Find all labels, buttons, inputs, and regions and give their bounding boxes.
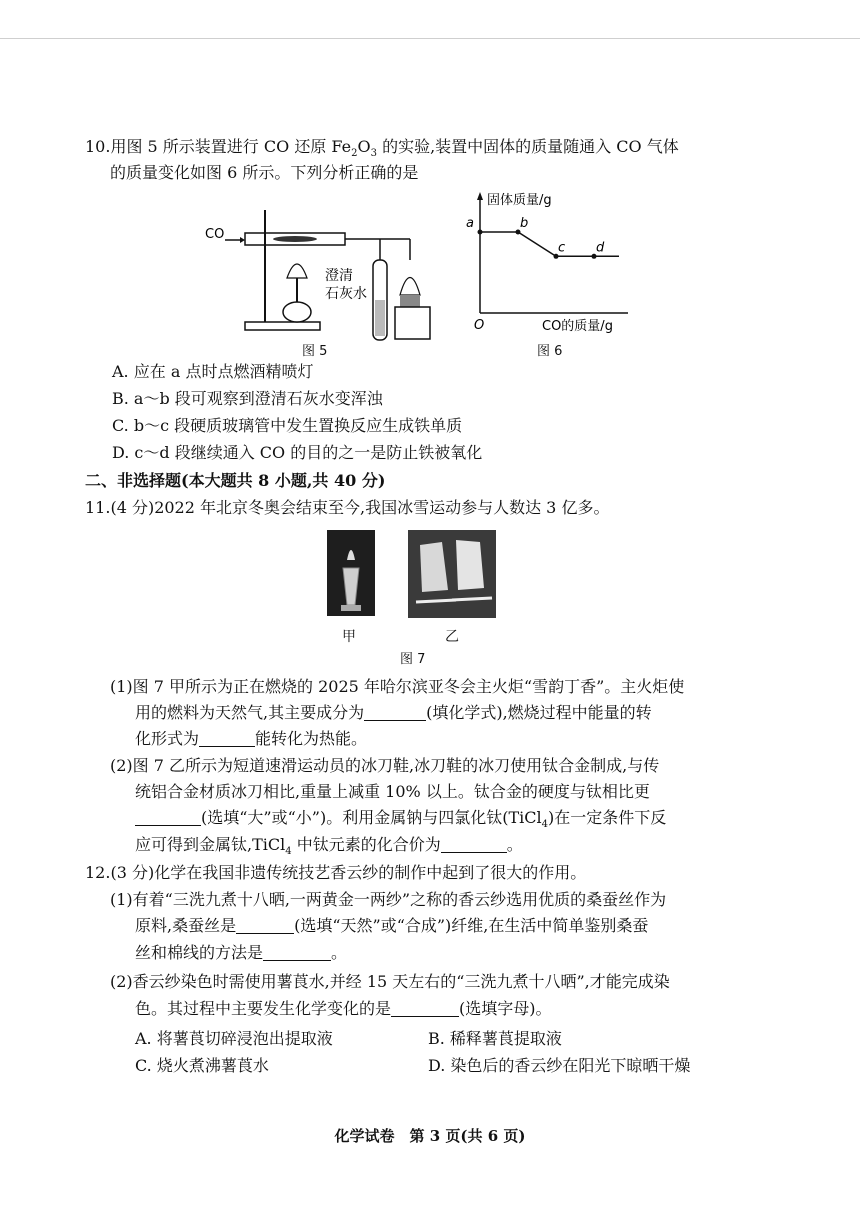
data-points <box>466 216 605 259</box>
origin-label: O <box>474 318 485 333</box>
q12-p1-text-d: 。 <box>331 943 348 962</box>
q11-part1-line2 <box>135 703 652 723</box>
page-footer: 化学试卷 第 3 页(共 6 页) <box>334 1127 526 1145</box>
point-label-c: c <box>558 240 566 256</box>
limewater-label-2: 石灰水 <box>325 286 367 302</box>
q11-p1-text-c: 化形式为 <box>135 729 200 748</box>
q11-p2-text-e: 。 <box>506 835 523 854</box>
q10-stem-line2: 的质量变化如图 6 所示。下列分析正确的是 <box>110 163 419 182</box>
q11-part2-line2: 统铝合金材质冰刀相比,重量上减重 10% 以上。钛合金的硬度与钛相比更 <box>135 782 650 801</box>
lamp-stand <box>395 307 430 339</box>
q11-part2-line1: (2)图 7 乙所示为短道速滑运动员的冰刀鞋,冰刀鞋的冰刀使用钛合金制成,与传 <box>110 756 660 775</box>
co-label: CO <box>205 227 225 242</box>
q11-blank-energy[interactable] <box>199 730 255 747</box>
iron-stand-base <box>245 322 320 330</box>
q11-p2-sub-4b: 4 <box>285 846 292 858</box>
q11-part2-line4 <box>135 835 523 862</box>
photo-torch <box>327 530 375 616</box>
torch-illustration <box>327 530 375 616</box>
q12-stem: 12.(3 分)化学在我国非遗传统技艺香云纱的制作中起到了很大的作用。 <box>85 863 587 882</box>
q10-option-a: A. 应在 a 点时点燃酒精喷灯 <box>112 362 314 381</box>
q11-part1-line3 <box>135 729 367 749</box>
q12-p2-text-b: (选填字母)。 <box>459 999 552 1018</box>
q11-part2-line3 <box>135 808 666 835</box>
figure-5-caption: 图 5 <box>302 344 328 359</box>
q11-p2-text-b: )在一定条件下反 <box>547 808 667 827</box>
q10-sub-2: 2 <box>351 148 358 160</box>
q10-option-c: C. b～c 段硬质玻璃管中发生置换反应生成铁单质 <box>112 416 463 435</box>
limewater-label-1: 澄清 <box>325 268 353 284</box>
q12-p1-text-c: 丝和棉线的方法是 <box>135 943 264 962</box>
q12-option-b: B. 稀释薯莨提取液 <box>428 1029 562 1048</box>
section-2-heading: 二、非选择题(本大题共 8 小题,共 40 分) <box>85 471 386 490</box>
q12-blank-method[interactable] <box>263 944 331 961</box>
q12-blank-fiber[interactable] <box>236 917 294 934</box>
q11-p1-text-a: 用的燃料为天然气,其主要成分为 <box>135 703 365 722</box>
data-point-a <box>478 230 483 235</box>
q10-option-d: D. c～d 段继续通入 CO 的目的之一是防止铁被氧化 <box>112 443 483 462</box>
q12-option-d: D. 染色后的香云纱在阳光下晾晒干燥 <box>428 1056 691 1075</box>
q10-stem-part-a: 10.用图 5 所示装置进行 CO 还原 Fe <box>85 137 352 156</box>
photo-skates <box>408 530 496 618</box>
figure-7-caption: 图 7 <box>400 652 426 667</box>
skates-illustration <box>408 530 496 618</box>
point-label-a: a <box>466 216 474 231</box>
x-axis-label: CO的质量/g <box>542 319 613 334</box>
limewater <box>375 300 385 336</box>
q11-p1-text-d: 能转化为热能。 <box>255 729 368 748</box>
q11-p1-text-b: (填化学式),燃烧过程中能量的转 <box>426 703 652 722</box>
q11-p2-text-c: 应可得到金属钛,TiCl <box>135 835 286 854</box>
q12-blank-choice[interactable] <box>391 1000 459 1017</box>
page-top-border <box>0 38 860 39</box>
q11-blank-formula[interactable] <box>364 704 426 721</box>
q12-option-a: A. 将薯莨切碎浸泡出提取液 <box>135 1029 333 1048</box>
alcohol-lamp-flame <box>400 278 420 296</box>
q12-part1-line3 <box>135 943 347 963</box>
figure-6-caption: 图 6 <box>537 344 563 359</box>
q10-stem-part-b: 的实验,装置中固体的质量随通入 CO 气体 <box>377 137 679 156</box>
q12-part2-line1: (2)香云纱染色时需使用薯莨水,并经 15 天左右的“三洗九煮十八晒”,才能完成染 <box>110 972 670 991</box>
q12-part1-line1: (1)有着“三洗九煮十八晒,一两黄金一两纱”之称的香云纱选用优质的桑蚕丝作为 <box>110 890 667 909</box>
blowtorch-flame <box>287 264 307 278</box>
q12-p1-text-b: (选填“天然”或“合成”)纤维,在生活中简单鉴别桑蚕 <box>294 916 649 935</box>
q11-p2-sub-4: 4 <box>541 819 548 831</box>
q11-p2-text-d: 中钛元素的化合价为 <box>291 835 441 854</box>
q11-p2-text-a: (选填“大”或“小”)。利用金属钠与四氯化钛(TiCl <box>201 808 542 827</box>
y-axis-label: 固体质量/g <box>487 193 552 208</box>
q11-blank-valence[interactable] <box>441 836 507 853</box>
q10-option-b: B. a～b 段可观察到澄清石灰水变浑浊 <box>112 389 383 408</box>
figure-6-chart <box>460 188 640 338</box>
alcohol-lamp <box>400 295 420 307</box>
q12-part1-line2 <box>135 916 648 936</box>
q12-p2-text-a: 色。其过程中主要发生化学变化的是 <box>135 999 392 1018</box>
point-label-d: d <box>596 240 605 256</box>
q10-stem-o: O <box>357 137 371 156</box>
q11-blank-hardness[interactable] <box>135 809 201 826</box>
fig7-label-yi: 乙 <box>445 629 459 645</box>
q11-part1-line1: (1)图 7 甲所示为正在燃烧的 2025 年哈尔滨亚冬会主火炬“雪韵丁香”。主火炬使 <box>110 677 685 696</box>
q12-option-c: C. 烧火煮沸薯莨水 <box>135 1056 269 1075</box>
figure-5-apparatus <box>195 200 445 360</box>
blowtorch-body <box>283 302 311 322</box>
point-label-b: b <box>520 216 529 231</box>
y-axis-arrow <box>477 192 483 200</box>
q12-p1-text-a: 原料,桑蚕丝是 <box>135 916 237 935</box>
q10-sub-3: 3 <box>370 148 377 160</box>
q10-stem-line1 <box>85 137 679 164</box>
fig7-label-jia: 甲 <box>342 629 356 645</box>
q12-part2-line2 <box>135 999 552 1019</box>
q11-stem: 11.(4 分)2022 年北京冬奥会结束至今,我国冰雪运动参与人数达 3 亿多。 <box>85 498 610 517</box>
fe2o3-sample <box>273 236 317 242</box>
